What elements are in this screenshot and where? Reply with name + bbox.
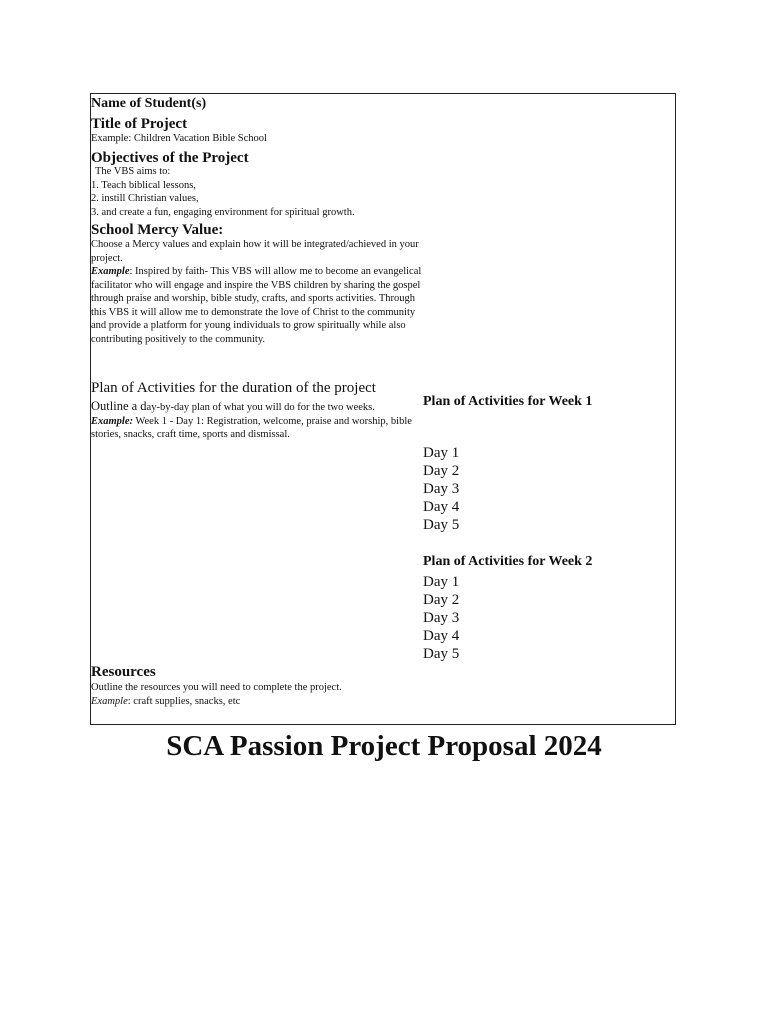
mercy-value-heading: School Mercy Value: xyxy=(91,222,224,238)
objectives-line: The VBS aims to: xyxy=(95,166,171,177)
resources-example-text: : craft supplies, snacks, etc xyxy=(127,695,241,707)
mercy-example-label: Example xyxy=(91,266,130,277)
plan-outline-body xyxy=(91,400,423,442)
plan-duration-heading: Plan of Activities for the duration of the project xyxy=(91,380,376,396)
week1-heading: Plan of Activities for Week 1 xyxy=(423,394,593,409)
objectives-heading: Objectives of the Project xyxy=(91,150,249,166)
week2-day: Day 4 xyxy=(423,628,460,644)
resources-intro: Outline the resources you will need to complete the project. xyxy=(91,682,342,693)
week2-day: Day 1 xyxy=(423,574,460,590)
week1-days xyxy=(423,444,459,534)
week2-day: Day 3 xyxy=(423,610,460,626)
objectives-line: 1. Teach biblical lessons, xyxy=(91,179,196,191)
week2-heading: Plan of Activities for Week 2 xyxy=(423,554,593,569)
objectives-list xyxy=(91,165,355,219)
title-of-project-heading: Title of Project xyxy=(91,116,188,132)
name-of-students-heading: Name of Student(s) xyxy=(91,96,207,111)
resources-body xyxy=(91,681,342,708)
resources-example-label: Example xyxy=(91,695,128,707)
objectives-line: 3. and create a fun, engaging environment for spiritual growth. xyxy=(91,206,355,218)
resources-heading: Resources xyxy=(91,664,156,680)
week1-day: Day 2 xyxy=(423,463,460,479)
mercy-example-text: : Inspired by faith- This VBS will allow me to become an evangelical facilitator who will engage and inspire the VBS children by sharing the gospel through praise and worship, bible study, crafts, and sports activities. Through this VBS it will allow me to demonstrate the love of Christ to the community and provide a platform for young individuals to grow spiritually while also contributing positively to the community. xyxy=(91,266,422,345)
week2-day: Day 5 xyxy=(423,646,460,662)
week2-days xyxy=(423,573,459,663)
outline-lead: Outline a d xyxy=(91,399,147,413)
week2-day: Day 2 xyxy=(423,592,460,608)
plan-example-label: Example: xyxy=(91,415,133,427)
plan-example-text: Week 1 - Day 1: Registration, welcome, praise and worship, bible stories, snacks, craft time, sports and dismissal. xyxy=(91,415,412,440)
week1-day: Day 1 xyxy=(423,445,460,461)
week1-day: Day 4 xyxy=(423,499,460,515)
mercy-value-intro: Choose a Mercy values and explain how it will be integrated/achieved in your project. xyxy=(91,239,419,264)
page-title: SCA Passion Project Proposal 2024 xyxy=(166,730,602,762)
title-example: Example: Children Vacation Bible School xyxy=(91,133,267,144)
mercy-value-body xyxy=(91,238,423,346)
week1-day: Day 5 xyxy=(423,517,460,533)
week1-day: Day 3 xyxy=(423,481,460,497)
outline-rest: ay-by-day plan of what you will do for the two weeks. xyxy=(146,402,375,413)
objectives-line: 2. instill Christian values, xyxy=(91,193,199,204)
